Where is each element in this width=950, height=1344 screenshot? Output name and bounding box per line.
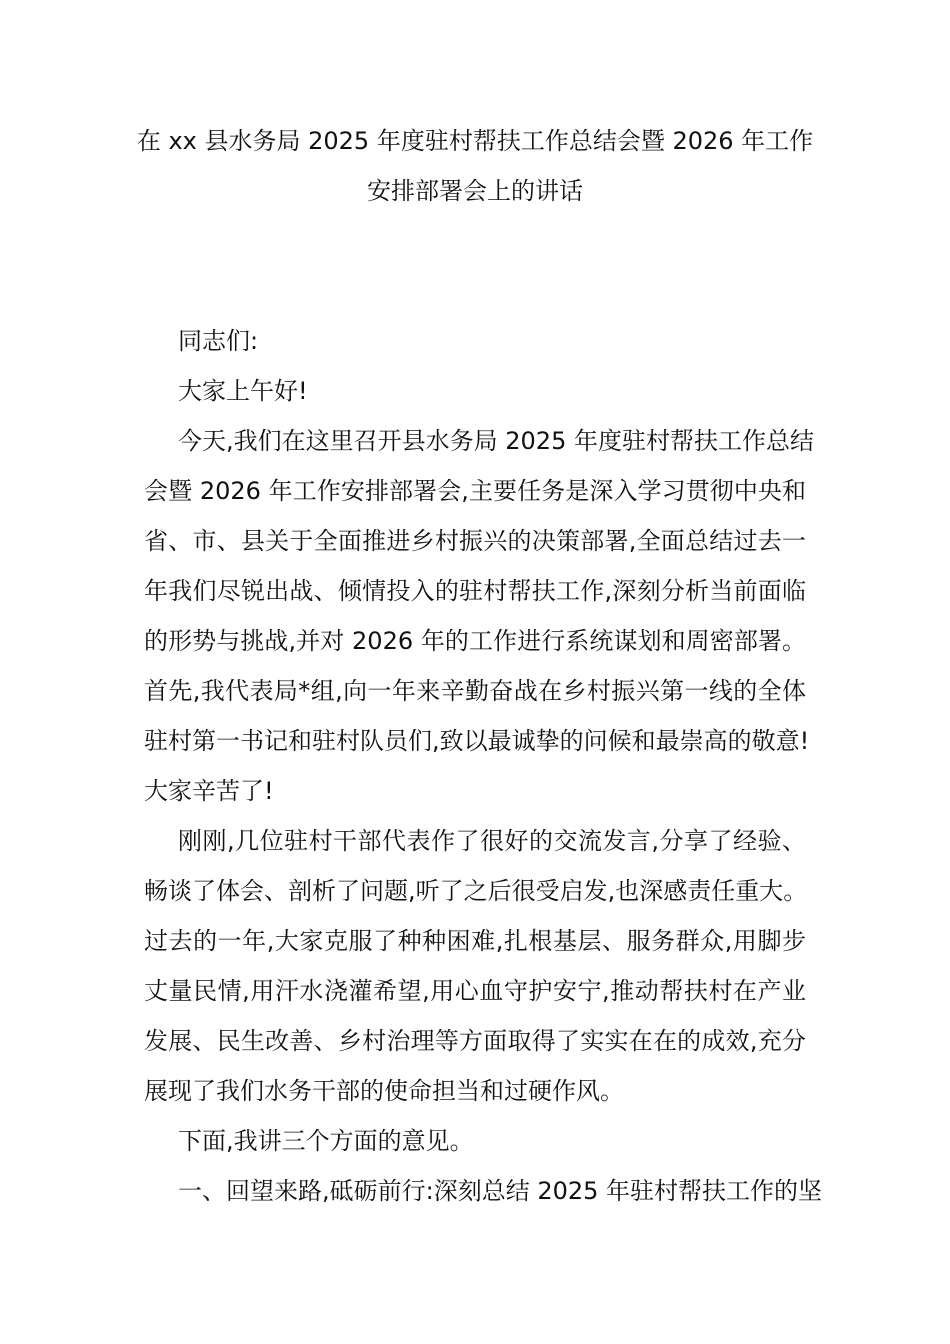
paragraph-1-line-8: 大家辛苦了! (144, 777, 274, 805)
section-heading-1: 一、回望来路,砥砺前行:深刻总结 2025 年驻村帮扶工作的坚 (178, 1177, 823, 1205)
paragraph-2-line-1: 刚刚,几位驻村干部代表作了很好的交流发言,分享了经验、 (178, 827, 806, 855)
paragraph-1-line-7: 驻村第一书记和驻村队员们,致以最诚挚的问候和最崇高的敬意! (144, 727, 810, 755)
paragraph-1-line-4: 年我们尽锐出战、倾情投入的驻村帮扶工作,深刻分析当前面临 (144, 577, 806, 605)
paragraph-2-line-2: 畅谈了体会、剖析了问题,听了之后很受启发,也深感责任重大。 (144, 877, 808, 905)
paragraph-2-line-5: 发展、民生改善、乡村治理等方面取得了实实在在的成效,充分 (144, 1027, 806, 1055)
paragraph-3: 下面,我讲三个方面的意见。 (178, 1127, 474, 1155)
paragraph-2-line-6: 展现了我们水务干部的使命担当和过硬作风。 (144, 1077, 624, 1105)
title-line-2: 安排部署会上的讲话 (367, 177, 583, 205)
paragraph-2-line-3: 过去的一年,大家克服了种种困难,扎根基层、服务群众,用脚步 (144, 927, 806, 955)
document-body (144, 316, 823, 1216)
paragraph-1-line-1: 今天,我们在这里召开县水务局 2025 年度驻村帮扶工作总结 (178, 427, 814, 455)
greeting: 大家上午好! (178, 377, 308, 405)
document-title (130, 116, 820, 216)
salutation: 同志们: (178, 327, 259, 355)
paragraph-1-line-2: 会暨 2026 年工作安排部署会,主要任务是深入学习贯彻中央和 (144, 477, 806, 505)
paragraph-1-line-6: 首先,我代表局*组,向一年来辛勤奋战在乡村振兴第一线的全体 (144, 677, 806, 705)
paragraph-1-line-5: 的形势与挑战,并对 2026 年的工作进行系统谋划和周密部署。 (144, 627, 806, 655)
paragraph-1-line-3: 省、市、县关于全面推进乡村振兴的决策部署,全面总结过去一 (144, 527, 806, 555)
paragraph-2-line-4: 丈量民情,用汗水浇灌希望,用心血守护安宁,推动帮扶村在产业 (144, 977, 806, 1005)
title-line-1: 在 xx 县水务局 2025 年度驻村帮扶工作总结会暨 2026 年工作 (136, 127, 814, 155)
